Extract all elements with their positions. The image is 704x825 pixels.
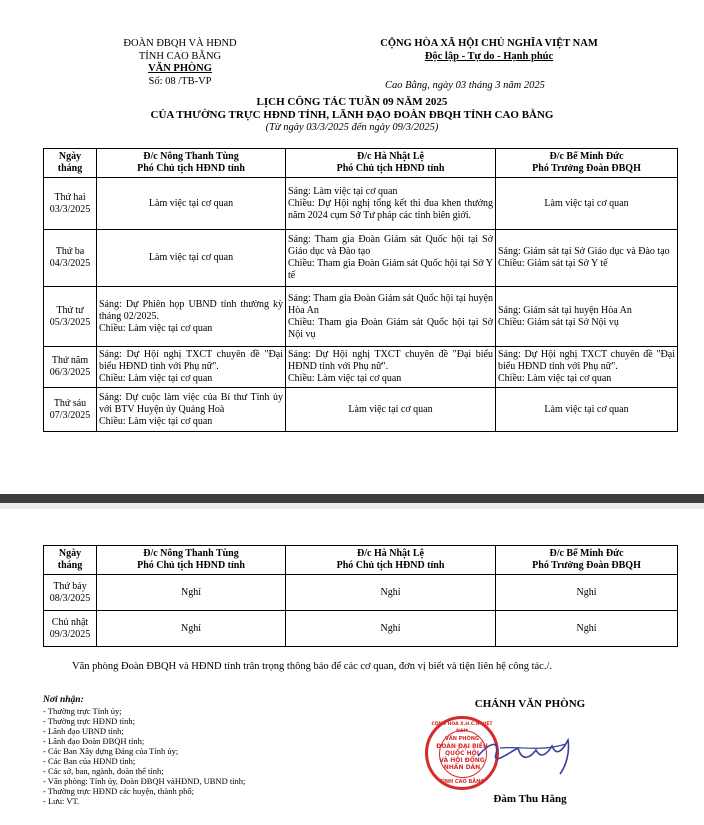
- handwritten-signature: [470, 722, 590, 780]
- recipients-block: [43, 695, 343, 806]
- recipient-item: - Lưu: VT.: [43, 796, 80, 806]
- col-person3: Đ/c Bế Minh Đức Phó Trưởng Đoàn ĐBQH: [496, 149, 678, 178]
- cell-p2: Sáng: Tham gia Đoàn Giám sát Quốc hội tại huyện Hòa An Chiều: Tham gia Đoàn Giám sát Quốc hội tại Sở Nội vụ: [286, 287, 496, 347]
- col-date: Ngày tháng: [44, 546, 97, 575]
- recipient-item: - Lãnh đạo Đoàn ĐBQH tỉnh;: [43, 736, 145, 746]
- cell-p3: Sáng: Dự Hội nghị TXCT chuyên đề "Đại biểu HĐND tỉnh với Phụ nữ". Chiều: Làm việc tại cơ quan: [496, 347, 678, 388]
- day-cell: Thứ tư 05/3/2025: [44, 287, 97, 347]
- nation-name: CỘNG HÒA XÃ HỘI CHỦ NGHĨA VIỆT NAM: [380, 38, 598, 49]
- doc-date-range: (Từ ngày 03/3/2025 đến ngày 09/3/2025): [265, 122, 439, 133]
- cell-p3: Nghỉ: [496, 611, 678, 647]
- table-header-row: [44, 149, 678, 178]
- agency-line1: ĐOÀN ĐBQH VÀ HĐND: [123, 38, 237, 49]
- cell-p3: Nghỉ: [496, 575, 678, 611]
- recipient-item: - Các Ban Xây dựng Đảng của Tỉnh ủy;: [43, 746, 179, 756]
- table-row: [44, 347, 678, 388]
- day-cell: Thứ sáu 07/3/2025: [44, 388, 97, 432]
- cell-p2: Sáng: Dự Hội nghị TXCT chuyên đề "Đại biểu HĐND tỉnh với Phụ nữ". Chiều: Làm việc tại cơ quan: [286, 347, 496, 388]
- col-person1: Đ/c Nông Thanh Tùng Phó Chủ tịch HĐND tỉnh: [97, 149, 286, 178]
- table-row: [44, 230, 678, 287]
- cell-p1: Sáng: Dự cuộc làm việc của Bí thư Tỉnh ủy với BTV Huyện ủy Quảng Hoà Chiều: Làm việc tại cơ quan: [97, 388, 286, 432]
- day-cell: Chủ nhật 09/3/2025: [44, 611, 97, 647]
- recipients-title: Nơi nhận:: [43, 695, 84, 705]
- col-person1: Đ/c Nông Thanh Tùng Phó Chủ tịch HĐND tỉnh: [97, 546, 286, 575]
- cell-p2: Nghỉ: [286, 611, 496, 647]
- page-break-shadow: [0, 503, 704, 509]
- recipient-item: - Thường trực HĐND các huyện, thành phố;: [43, 786, 194, 796]
- cell-p1: Làm việc tại cơ quan: [97, 230, 286, 287]
- table-row: [44, 575, 678, 611]
- cell-p2: Sáng: Tham gia Đoàn Giám sát Quốc hội tại Sở Giáo dục và Đào tạo Chiều: Tham gia Đoàn Giám sát Quốc hội tại Sở Y tế: [286, 230, 496, 287]
- recipient-item: - Thường trực HĐND tỉnh;: [43, 716, 135, 726]
- cell-p1: Nghỉ: [97, 611, 286, 647]
- recipient-item: - Văn phòng: Tỉnh ủy, Đoàn ĐBQH vàHĐND, UBND tỉnh;: [43, 776, 246, 786]
- signer-title: CHÁNH VĂN PHÒNG: [474, 698, 586, 710]
- schedule-table: [43, 148, 678, 432]
- cell-p3: Sáng: Giám sát tại Sở Giáo dục và Đào tạo Chiều: Giám sát tại Sở Y tế: [496, 230, 678, 287]
- cell-p3: Làm việc tại cơ quan: [496, 178, 678, 230]
- agency-line2: TỈNH CAO BẰNG: [138, 50, 222, 62]
- recipient-item: - Thường trực Tỉnh ủy;: [43, 706, 122, 716]
- issuing-agency: [95, 38, 265, 88]
- cell-p1: Sáng: Dự Phiên họp UBND tỉnh thường kỳ tháng 02/2025. Chiều: Làm việc tại cơ quan: [97, 287, 286, 347]
- table-row: [44, 178, 678, 230]
- national-motto: Độc lập - Tự do - Hạnh phúc: [424, 50, 554, 62]
- col-person3: Đ/c Bế Minh Đức Phó Trưởng Đoàn ĐBQH: [496, 546, 678, 575]
- recipient-item: - Lãnh đạo UBND tỉnh;: [43, 726, 124, 736]
- national-header: [330, 38, 648, 63]
- cell-p1: Làm việc tại cơ quan: [97, 178, 286, 230]
- recipient-item: - Các Ban của HĐND tỉnh;: [43, 756, 136, 766]
- cell-p1: Sáng: Dự Hội nghị TXCT chuyên đề "Đại biểu HĐND tỉnh với Phụ nữ". Chiều: Làm việc tại cơ quan: [97, 347, 286, 388]
- cell-p3: Làm việc tại cơ quan: [496, 388, 678, 432]
- signer-name: Đàm Thu Hằng: [493, 793, 567, 805]
- day-cell: Thứ ba 04/3/2025: [44, 230, 97, 287]
- doc-title-line2: CỦA THƯỜNG TRỰC HĐND TỈNH, LÃNH ĐẠO ĐOÀN ĐBQH TỈNH CAO BẰNG: [150, 109, 554, 121]
- cell-p2: Sáng: Làm việc tại cơ quan Chiều: Dự Hội nghị tổng kết thi đua khen thưởng năm 2024 cụm Sở Tư pháp các tỉnh biên giới.: [286, 178, 496, 230]
- table-row: [44, 388, 678, 432]
- issue-date: Cao Bằng, ngày 03 tháng 3 năm 2025: [385, 80, 545, 91]
- day-cell: Thứ bảy 08/3/2025: [44, 575, 97, 611]
- col-person2: Đ/c Hà Nhật Lệ Phó Chủ tịch HĐND tỉnh: [286, 546, 496, 575]
- weekend-table: [43, 545, 678, 647]
- cell-p2: Nghỉ: [286, 575, 496, 611]
- closing-notice: Văn phòng Đoàn ĐBQH và HĐND tỉnh trân trọng thông báo để các cơ quan, đơn vị biết và tiện liên hệ công tác./.: [72, 661, 552, 672]
- table-row: [44, 287, 678, 347]
- recipient-item: - Các sở, ban, ngành, đoàn thể tỉnh;: [43, 766, 164, 776]
- table-header-row: [44, 546, 678, 575]
- cell-p3: Sáng: Giám sát tại huyện Hòa An Chiều: Giám sát tại Sở Nội vụ: [496, 287, 678, 347]
- official-seal: CỘNG HÒA X.H.C.N VIỆT NAM VĂN PHÒNG ĐOÀN ĐẠI BIỂU QUỐC HỘI VÀ HỘI ĐỒNG NHÂN DÂN TỈNH CAO BẰNG: [425, 716, 499, 790]
- cell-p2: Làm việc tại cơ quan: [286, 388, 496, 432]
- day-cell: Thứ năm 06/3/2025: [44, 347, 97, 388]
- col-date: Ngày tháng: [44, 149, 97, 178]
- day-cell: Thứ hai 03/3/2025: [44, 178, 97, 230]
- cell-p1: Nghỉ: [97, 575, 286, 611]
- col-person2: Đ/c Hà Nhật Lệ Phó Chủ tịch HĐND tỉnh: [286, 149, 496, 178]
- agency-office: VĂN PHÒNG: [148, 63, 212, 74]
- doc-title-line1: LỊCH CÔNG TÁC TUẦN 09 NĂM 2025: [256, 96, 448, 108]
- table-row: [44, 611, 678, 647]
- document-number: Số: 08 /TB-VP: [148, 75, 212, 87]
- page-break-bar: [0, 494, 704, 503]
